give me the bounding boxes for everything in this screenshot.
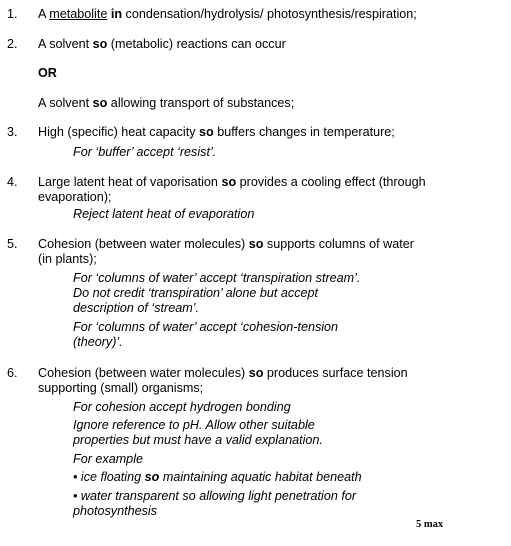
point-1-keyword-metabolite: metabolite — [49, 7, 108, 21]
point-5-text-2: (in plants); — [38, 252, 97, 266]
point-3-text-c: buffers changes in temperature; — [213, 125, 395, 139]
point-6-note-1: For cohesion accept hydrogen bonding — [73, 400, 291, 414]
point-2-text-1a: A solvent — [38, 37, 93, 51]
max-marks: 5 max — [416, 519, 444, 530]
point-3-text-a: High (specific) heat capacity — [38, 125, 199, 139]
point-4-note-1: Reject latent heat of evaporation — [73, 207, 255, 221]
point-2-keyword-so-2: so — [92, 96, 108, 110]
point-3-number: 3. — [7, 125, 18, 139]
point-5-number: 5. — [7, 237, 18, 251]
point-2-text-2c: allowing transport of substances; — [107, 96, 295, 110]
point-5-note-2: Do not credit ‘transpiration’ alone but accept — [73, 286, 319, 300]
point-4-text-1 — [38, 175, 426, 190]
point-5-text-1 — [38, 237, 414, 252]
point-6-bullet-2-cont: photosynthesis — [73, 504, 158, 518]
point-3-note-1: For ‘buffer’ accept ‘resist’. — [73, 145, 217, 159]
point-4-keyword-so: so — [221, 175, 237, 189]
point-2-number: 2. — [7, 37, 18, 51]
point-6-text-1a: Cohesion (between water molecules) — [38, 366, 249, 380]
point-2-text-2a: A solvent — [38, 96, 93, 110]
point-4-number: 4. — [7, 175, 18, 189]
point-6-bullet-1c: maintaining aquatic habitat beneath — [159, 470, 362, 484]
point-2-text-1c: (metabolic) reactions can occur — [107, 37, 286, 51]
point-1-text-e: condensation/hydrolysis/ photosynthesis/respiration; — [122, 7, 417, 21]
point-6-text-2: supporting (small) organisms; — [38, 381, 204, 395]
point-1-keyword-in: in — [110, 7, 123, 21]
point-1-number: 1. — [7, 7, 18, 21]
point-4-text-1a: Large latent heat of vaporisation — [38, 175, 222, 189]
point-2-text-2 — [38, 96, 294, 111]
point-4-text-1c: provides a cooling effect (through — [236, 175, 426, 189]
point-5-note-5: (theory)’. — [73, 335, 123, 349]
point-6-number: 6. — [7, 366, 18, 380]
point-6-note-2: Ignore reference to pH. Allow other suitable — [73, 418, 315, 432]
point-2-text-1 — [38, 37, 286, 52]
point-5-keyword-so: so — [248, 237, 264, 251]
point-3-text — [38, 125, 395, 140]
point-5-text-1a: Cohesion (between water molecules) — [38, 237, 249, 251]
point-6-bullet-1a: • ice floating — [73, 470, 145, 484]
point-6-text-1c: produces surface tension — [263, 366, 408, 380]
point-6-bullet-2: • water transparent so allowing light penetration for — [73, 489, 357, 503]
point-2-keyword-so-1: so — [92, 37, 108, 51]
point-5-note-3: description of ‘stream’. — [73, 301, 199, 315]
point-4-text-2: evaporation); — [38, 190, 112, 204]
point-5-note-4: For ‘columns of water’ accept ‘cohesion-tension — [73, 320, 339, 334]
point-1-text — [38, 7, 417, 22]
point-5-text-1c: supports columns of water — [263, 237, 414, 251]
point-5-note-1: For ‘columns of water’ accept ‘transpiration stream’. — [73, 271, 361, 285]
point-1-text-a: A — [38, 7, 50, 21]
point-3-keyword-so: so — [199, 125, 214, 139]
point-2-or: OR — [38, 66, 57, 80]
point-6-text-1 — [38, 366, 408, 381]
point-6-note-3: properties but must have a valid explanation. — [73, 433, 323, 447]
point-6-bullet-1 — [73, 470, 362, 485]
point-6-note-4: For example — [73, 452, 143, 466]
point-6-keyword-so: so — [248, 366, 264, 380]
point-6-bullet-1-keyword-so: so — [144, 470, 160, 484]
